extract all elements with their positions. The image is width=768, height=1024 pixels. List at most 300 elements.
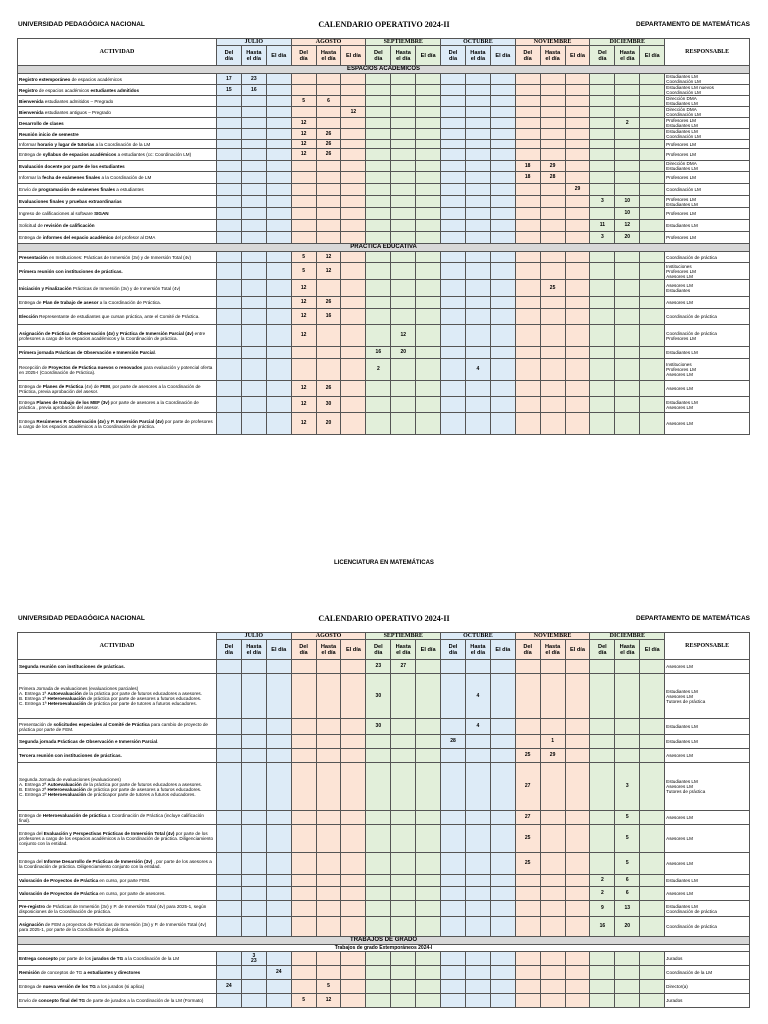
date-cell [366, 140, 391, 149]
activity-cell: Asignación de Práctica de Observación (4v) y Práctica de Inmersión Parcial (4v) entre profesores a cargo de los espacios académicos y la Coordinación de práctica. [18, 325, 217, 347]
table-row [18, 280, 750, 297]
date-cell: 30 [316, 397, 341, 413]
date-cell [416, 917, 441, 937]
date-cell [341, 674, 366, 719]
date-cell [565, 811, 590, 825]
date-cell [590, 208, 615, 220]
date-cell [565, 853, 590, 875]
responsible-cell: Estudiantes LM Asesores LM Tutores de práctica [665, 674, 750, 719]
date-cell [640, 952, 665, 966]
date-cell [565, 74, 590, 85]
date-cell [291, 208, 316, 220]
responsible-cell: Instituciones Profesores LM Asesores LM [665, 359, 750, 381]
date-cell [441, 917, 466, 937]
date-cell: 12 [316, 994, 341, 1008]
date-cell [540, 875, 565, 887]
date-cell [465, 208, 490, 220]
date-cell [615, 325, 640, 347]
date-cell [241, 413, 266, 435]
date-cell [640, 280, 665, 297]
date-cell: 6 [615, 887, 640, 901]
program-title: LICENCIATURA EN MATEMÁTICAS [334, 560, 434, 566]
date-cell [465, 397, 490, 413]
date-cell [540, 719, 565, 735]
table-row [18, 674, 750, 719]
date-cell: 27 [391, 660, 416, 674]
date-cell [490, 85, 515, 96]
date-cell [465, 184, 490, 196]
date-cell: 6 [615, 875, 640, 887]
date-cell: 27 [515, 811, 540, 825]
date-cell [590, 719, 615, 735]
date-cell [465, 875, 490, 887]
date-cell [291, 952, 316, 966]
date-cell [416, 359, 441, 381]
date-cell [366, 232, 391, 244]
date-cell [515, 149, 540, 161]
date-cell: 25 [515, 853, 540, 875]
date-cell [540, 129, 565, 140]
responsible-cell: Dirección DMA Coordinación LM [665, 107, 750, 118]
date-cell [565, 397, 590, 413]
date-cell [217, 825, 242, 853]
date-cell [615, 107, 640, 118]
from-day-header: Del día [441, 46, 466, 66]
date-cell [441, 980, 466, 994]
table-row [18, 887, 750, 901]
date-cell [515, 184, 540, 196]
date-cell [540, 853, 565, 875]
date-cell [490, 413, 515, 435]
responsible-cell: Profesores LM [665, 140, 750, 149]
date-cell [391, 309, 416, 325]
activity-cell: Primera jornada Prácticas de Observación e Inmersión Parcial. [18, 347, 217, 359]
date-cell [465, 297, 490, 309]
date-cell [490, 980, 515, 994]
date-cell [565, 359, 590, 381]
responsible-cell: Estudiantes LM [665, 220, 750, 232]
date-cell [291, 172, 316, 184]
date-cell [540, 660, 565, 674]
date-cell [416, 208, 441, 220]
date-cell [291, 74, 316, 85]
date-cell [266, 763, 291, 811]
date-cell [217, 674, 242, 719]
date-cell [241, 347, 266, 359]
date-cell [490, 917, 515, 937]
date-cell [515, 220, 540, 232]
date-cell [266, 149, 291, 161]
date-cell [465, 161, 490, 172]
date-cell [540, 263, 565, 280]
date-cell: 23 [241, 74, 266, 85]
date-cell [391, 208, 416, 220]
date-cell [391, 359, 416, 381]
date-cell [565, 674, 590, 719]
date-cell [465, 413, 490, 435]
to-day-header: Hasta el día [241, 640, 266, 660]
to-day-header: Hasta el día [615, 46, 640, 66]
date-cell [291, 825, 316, 853]
date-cell [391, 901, 416, 917]
date-cell [241, 853, 266, 875]
table-row [18, 252, 750, 263]
activity-cell: Reunión inicio de semestre [18, 129, 217, 140]
date-cell: 12 [291, 381, 316, 397]
responsible-cell: Estudiantes LM Coordinación LM [665, 74, 750, 85]
responsible-cell: Coordinación de práctica [665, 252, 750, 263]
to-day-header: Hasta el día [391, 46, 416, 66]
date-cell [590, 413, 615, 435]
date-cell [640, 74, 665, 85]
date-cell [490, 196, 515, 208]
date-cell [640, 263, 665, 280]
date-cell: 20 [615, 232, 640, 244]
department-name: DEPARTAMENTO DE MATEMÁTICAS [636, 615, 750, 622]
date-cell [590, 853, 615, 875]
date-cell: 25 [515, 749, 540, 763]
activity-cell: Pre-registro de Prácticas de Inmersión (3v) y P. de Inmersión Total (4v) para 2025-1, según disposiciones de la Coordinación de práctica. [18, 901, 217, 917]
table-row [18, 184, 750, 196]
date-cell [465, 381, 490, 397]
date-cell [540, 196, 565, 208]
date-cell [640, 719, 665, 735]
table-row [18, 208, 750, 220]
date-cell [366, 917, 391, 937]
responsible-cell: Asesores LM [665, 811, 750, 825]
date-cell: 26 [316, 297, 341, 309]
date-cell [565, 763, 590, 811]
date-cell [565, 825, 590, 853]
activity-cell: Envío de concepto final del TG de parte de jurados a la Coordinación de la LM (Formato) [18, 994, 217, 1008]
date-cell [590, 347, 615, 359]
date-cell [241, 208, 266, 220]
activity-cell: Entrega de nueva versión de los TG a los jurados (si aplica) [18, 980, 217, 994]
date-cell [416, 381, 441, 397]
date-cell [416, 140, 441, 149]
date-cell [391, 297, 416, 309]
table-row [18, 853, 750, 875]
activity-cell: Entrega Planes de trabajo de los MEF (3v) por parte de asesores a la Coordinación de práctica , previa aprobación del asesor. [18, 397, 217, 413]
date-cell [316, 280, 341, 297]
date-cell [640, 994, 665, 1008]
date-cell [490, 994, 515, 1008]
date-cell [316, 966, 341, 980]
date-cell [291, 749, 316, 763]
activity-cell: Entrega concepto por parte de los jurados de TG a la Coordinación de la LM [18, 952, 217, 966]
date-cell: 5 [615, 853, 640, 875]
date-cell: 3 [615, 763, 640, 811]
date-cell: 10 [615, 208, 640, 220]
date-cell [540, 149, 565, 161]
date-cell [266, 875, 291, 887]
date-cell [515, 413, 540, 435]
date-cell [465, 85, 490, 96]
responsible-cell: Director(a) [665, 980, 750, 994]
date-cell [490, 149, 515, 161]
date-cell [465, 660, 490, 674]
date-cell [366, 735, 391, 749]
date-cell [540, 74, 565, 85]
date-cell [391, 397, 416, 413]
table-row [18, 397, 750, 413]
date-cell [640, 660, 665, 674]
date-cell [640, 347, 665, 359]
date-cell: 29 [565, 184, 590, 196]
date-cell [441, 220, 466, 232]
date-cell [640, 397, 665, 413]
date-cell [217, 172, 242, 184]
date-cell [341, 252, 366, 263]
date-cell [540, 381, 565, 397]
date-cell [366, 280, 391, 297]
date-cell [640, 149, 665, 161]
date-cell [266, 208, 291, 220]
date-cell [565, 149, 590, 161]
date-cell [490, 107, 515, 118]
date-cell [490, 381, 515, 397]
responsible-cell: Estudiantes LM Asesores LM Tutores de práctica [665, 763, 750, 811]
date-cell [615, 129, 640, 140]
date-cell [391, 875, 416, 887]
responsible-cell: Instituciones Profesores LM Asesores LM [665, 263, 750, 280]
date-cell [640, 875, 665, 887]
date-cell [266, 901, 291, 917]
date-cell: 12 [291, 297, 316, 309]
date-cell: 25 [515, 825, 540, 853]
date-cell [217, 763, 242, 811]
activity-cell: Segunda Jornada de evaluaciones (evaluaciones) A. Entrega 2ª Autoevaluación de la práctica por parte de futuros educadores a asesores. B. Entrega 2ª Heteroevaluación de práctica por parte de asesores a futuros educadores. C. Entrega 2ª Heteroevaluación de prácticapor parte de tutores a futuros educadores. [18, 763, 217, 811]
date-cell [241, 875, 266, 887]
date-cell [266, 660, 291, 674]
date-cell [341, 196, 366, 208]
to-day-header: Hasta el día [241, 46, 266, 66]
date-cell [416, 161, 441, 172]
date-cell [441, 232, 466, 244]
date-cell [366, 172, 391, 184]
date-cell [640, 887, 665, 901]
date-cell [590, 966, 615, 980]
date-cell [640, 220, 665, 232]
date-cell [241, 763, 266, 811]
date-cell [366, 853, 391, 875]
date-cell [416, 966, 441, 980]
date-cell [465, 129, 490, 140]
date-cell [490, 280, 515, 297]
date-cell: 12 [316, 263, 341, 280]
date-cell [341, 966, 366, 980]
date-cell [441, 719, 466, 735]
on-day-header: El día [266, 46, 291, 66]
date-cell [341, 887, 366, 901]
from-day-header: Del día [515, 46, 540, 66]
month-header: JULIO [217, 39, 292, 46]
page-header [0, 615, 768, 629]
date-cell [615, 184, 640, 196]
date-cell [565, 263, 590, 280]
activity-cell: Registro de espacios académicos estudiantes admitidos [18, 85, 217, 96]
date-cell [590, 660, 615, 674]
date-cell [465, 347, 490, 359]
date-cell [366, 184, 391, 196]
date-cell [416, 749, 441, 763]
date-cell [416, 85, 441, 96]
date-cell [515, 85, 540, 96]
date-cell [241, 381, 266, 397]
date-cell [615, 359, 640, 381]
date-cell [391, 966, 416, 980]
date-cell [640, 252, 665, 263]
date-cell [316, 196, 341, 208]
date-cell: 26 [316, 129, 341, 140]
date-cell [615, 660, 640, 674]
date-cell [316, 887, 341, 901]
date-cell [316, 749, 341, 763]
date-cell [515, 901, 540, 917]
date-cell [515, 359, 540, 381]
date-cell [441, 208, 466, 220]
date-cell [291, 660, 316, 674]
date-cell [341, 901, 366, 917]
date-cell [565, 297, 590, 309]
date-cell: 11 [590, 220, 615, 232]
date-cell [266, 129, 291, 140]
date-cell [465, 887, 490, 901]
table-row [18, 172, 750, 184]
table-row [18, 811, 750, 825]
date-cell [366, 107, 391, 118]
date-cell [465, 74, 490, 85]
date-cell [266, 74, 291, 85]
date-cell [391, 763, 416, 811]
date-cell [441, 263, 466, 280]
date-cell [640, 232, 665, 244]
date-cell [490, 825, 515, 853]
date-cell [217, 875, 242, 887]
date-cell: 20 [316, 413, 341, 435]
date-cell [416, 172, 441, 184]
date-cell [490, 118, 515, 129]
responsible-cell: Coordinación de práctica Profesores LM [665, 325, 750, 347]
date-cell [465, 952, 490, 966]
date-cell [441, 887, 466, 901]
date-cell [615, 252, 640, 263]
date-cell [366, 161, 391, 172]
date-cell [615, 309, 640, 325]
date-cell [266, 980, 291, 994]
date-cell [341, 347, 366, 359]
date-cell [490, 853, 515, 875]
date-cell [441, 96, 466, 107]
date-cell [266, 347, 291, 359]
date-cell [316, 347, 341, 359]
date-cell: 26 [316, 149, 341, 161]
date-cell [565, 309, 590, 325]
date-cell [341, 232, 366, 244]
date-cell [441, 172, 466, 184]
table-row [18, 263, 750, 280]
date-cell [217, 196, 242, 208]
table-row [18, 952, 750, 966]
activity-cell: Evaluaciones finales y pruebas extraordinarias [18, 196, 217, 208]
activity-cell: Elección Representante de estudiantes que cursan práctica, ante el Comité de Práctica. [18, 309, 217, 325]
date-cell [540, 118, 565, 129]
date-cell [540, 85, 565, 96]
date-cell [640, 118, 665, 129]
activity-cell: Primera Jornada de evaluaciones (evaluaciones parciales) A. Entrega 1ª Autoevaluación de la práctica por parte de futuros educadores a asesores. B. Entrega 1ª Heteroevaluación de práctica por parte de asesores a futuros educadores. C. Entrega 1ª Heteroevaluación de práctica por parte de tutores a futuros educadores. [18, 674, 217, 719]
date-cell [391, 149, 416, 161]
date-cell: 12 [291, 118, 316, 129]
date-cell [640, 966, 665, 980]
date-cell [441, 129, 466, 140]
date-cell [416, 763, 441, 811]
responsible-header: RESPONSABLE [665, 39, 750, 66]
date-cell [217, 107, 242, 118]
date-cell [266, 853, 291, 875]
date-cell [565, 208, 590, 220]
to-day-header: Hasta el día [540, 46, 565, 66]
date-cell [366, 825, 391, 853]
date-cell [515, 735, 540, 749]
date-cell [366, 875, 391, 887]
date-cell [366, 980, 391, 994]
date-cell [316, 952, 341, 966]
date-cell [490, 220, 515, 232]
date-cell [391, 952, 416, 966]
date-cell [565, 347, 590, 359]
date-cell [291, 161, 316, 172]
date-cell [565, 413, 590, 435]
date-cell: 5 [615, 825, 640, 853]
date-cell [217, 297, 242, 309]
date-cell [291, 853, 316, 875]
table-row [18, 359, 750, 381]
date-cell [366, 901, 391, 917]
date-cell [565, 107, 590, 118]
date-cell [291, 901, 316, 917]
date-cell [416, 263, 441, 280]
date-cell [441, 413, 466, 435]
date-cell [416, 129, 441, 140]
responsible-cell: Estudiantes LM Coordinación LM [665, 129, 750, 140]
date-cell: 15 [217, 85, 242, 96]
date-cell [241, 325, 266, 347]
table-row [18, 980, 750, 994]
date-cell: 2 [590, 875, 615, 887]
date-cell [515, 875, 540, 887]
date-cell [441, 161, 466, 172]
date-cell [416, 994, 441, 1008]
date-cell [266, 994, 291, 1008]
date-cell [465, 966, 490, 980]
date-cell [266, 825, 291, 853]
date-cell [490, 763, 515, 811]
date-cell [341, 719, 366, 735]
page-1 [0, 0, 768, 500]
date-cell [465, 220, 490, 232]
date-cell [217, 325, 242, 347]
activity-header: ACTIVIDAD [18, 633, 217, 660]
date-cell [291, 917, 316, 937]
date-cell [515, 96, 540, 107]
date-cell [465, 96, 490, 107]
date-cell [391, 749, 416, 763]
date-cell [266, 172, 291, 184]
date-cell [515, 347, 540, 359]
date-cell [540, 220, 565, 232]
date-cell [540, 309, 565, 325]
date-cell [465, 749, 490, 763]
